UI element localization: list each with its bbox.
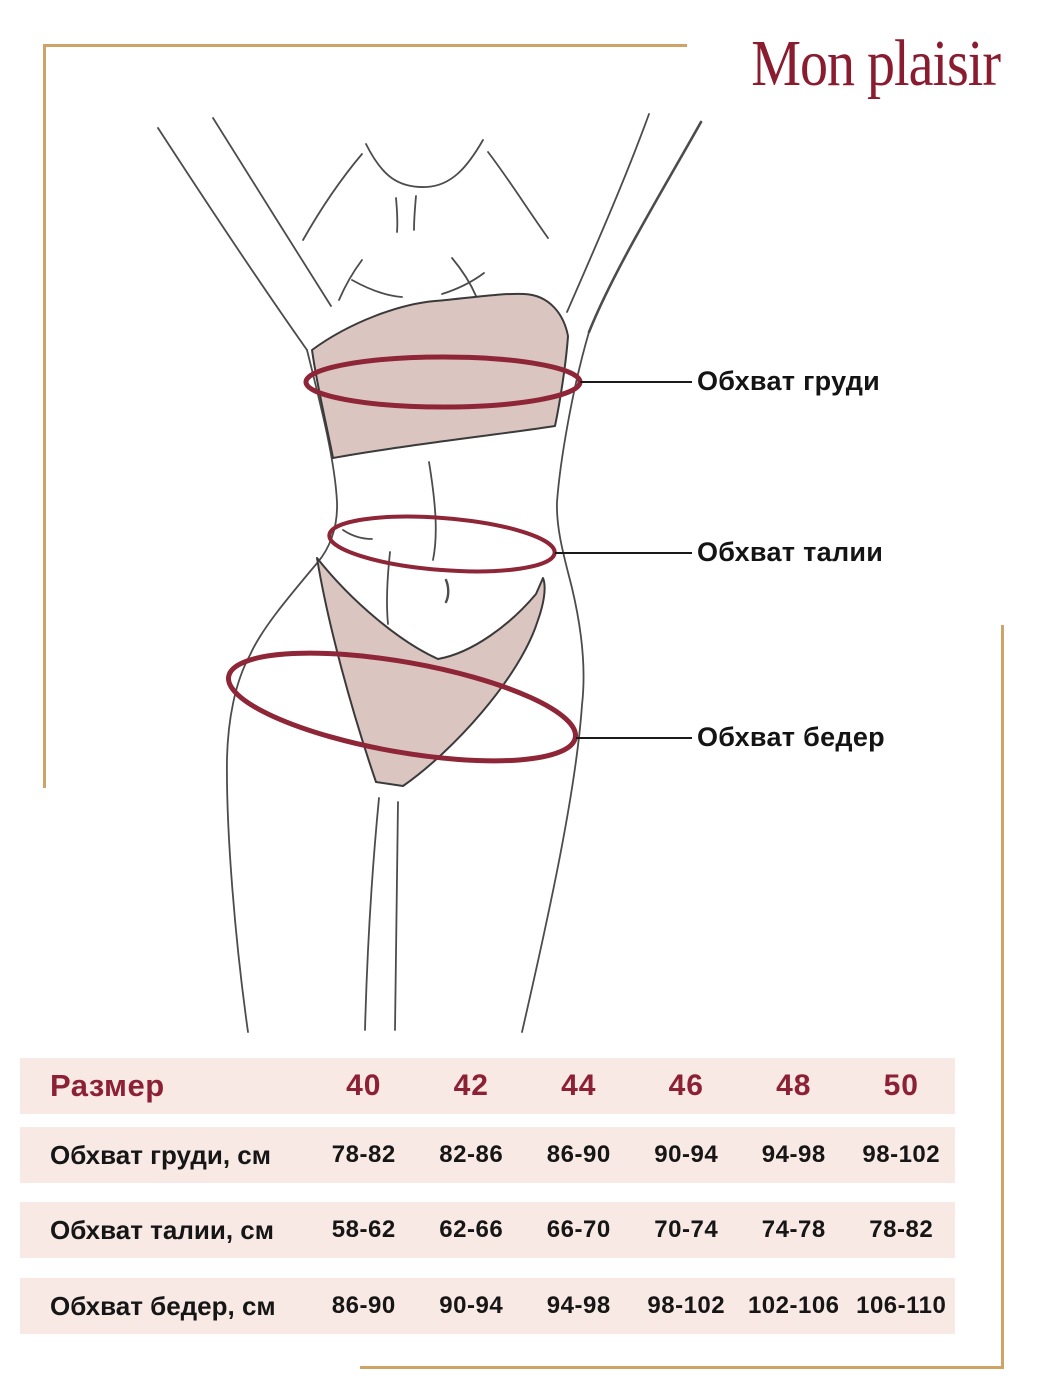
bandeau-top xyxy=(312,294,568,458)
size-table-header-row xyxy=(20,1058,955,1114)
chest-value: 78-82 xyxy=(331,1141,396,1168)
waist-value: 58-62 xyxy=(331,1216,396,1243)
waist-crease xyxy=(343,530,372,539)
neck-detail xyxy=(414,196,416,230)
bikini-bottom xyxy=(317,558,545,786)
size-column-header: 42 xyxy=(453,1069,489,1102)
chest-value: 98-102 xyxy=(862,1141,941,1168)
chest-value: 94-98 xyxy=(761,1141,826,1168)
hips-value: 106-110 xyxy=(856,1292,947,1319)
body-illustration xyxy=(100,110,710,1040)
hips-value: 90-94 xyxy=(439,1292,504,1319)
size-table xyxy=(20,1058,955,1334)
chest-measure-label: Обхват груди xyxy=(697,366,881,396)
table-row-waist xyxy=(20,1202,955,1258)
inner-thigh-line xyxy=(365,798,379,1030)
row-label: Обхват бедер, см xyxy=(50,1290,276,1321)
size-header-label: Размер xyxy=(50,1068,165,1103)
hips-value: 98-102 xyxy=(647,1292,726,1319)
navel-mark xyxy=(446,580,448,602)
hips-measure-label: Обхват бедер xyxy=(697,722,885,752)
left-arm-outline xyxy=(158,128,307,350)
chest-value: 90-94 xyxy=(654,1141,719,1168)
right-arm-outline xyxy=(567,114,649,312)
size-column-header: 44 xyxy=(561,1069,597,1102)
neck-detail xyxy=(396,198,397,232)
row-label: Обхват талии, см xyxy=(50,1214,274,1245)
hips-value: 102-106 xyxy=(747,1292,840,1319)
torso-right-outline xyxy=(522,332,589,1032)
waist-value: 66-70 xyxy=(546,1216,611,1243)
frame-left-line xyxy=(43,44,46,788)
hips-value: 86-90 xyxy=(331,1292,396,1319)
frame-bottom-line xyxy=(360,1366,1004,1369)
size-column-header: 48 xyxy=(776,1069,812,1102)
hips-value: 94-98 xyxy=(546,1292,611,1319)
shoulder-line xyxy=(488,152,548,238)
chest-detail xyxy=(339,260,362,300)
inner-thigh-line xyxy=(395,802,398,1030)
abs-line xyxy=(429,462,436,560)
table-row-chest xyxy=(20,1127,955,1183)
brand-logo: Mon plaisir xyxy=(751,27,1000,101)
waist-measure-label: Обхват талии xyxy=(697,537,884,567)
left-arm-outline xyxy=(213,118,331,306)
collarbone-line xyxy=(352,280,402,297)
frame-top-line xyxy=(43,44,687,47)
row-label: Обхват груди, см xyxy=(50,1139,271,1170)
shoulder-line xyxy=(303,154,362,240)
waist-measure-ellipse xyxy=(327,509,556,579)
waist-value: 70-74 xyxy=(654,1216,719,1243)
collarbone-line xyxy=(442,273,484,294)
size-column-header: 50 xyxy=(883,1069,919,1102)
waist-value: 62-66 xyxy=(439,1216,504,1243)
neck-outline xyxy=(366,140,483,187)
right-arm-outline xyxy=(589,122,701,332)
size-column-header: 40 xyxy=(346,1069,382,1102)
table-row-hips xyxy=(20,1278,955,1334)
waist-value: 74-78 xyxy=(761,1216,826,1243)
size-column-header: 46 xyxy=(668,1069,704,1102)
frame-right-line xyxy=(1001,625,1004,1369)
chest-value: 82-86 xyxy=(439,1141,504,1168)
waist-value: 78-82 xyxy=(869,1216,934,1243)
torso-left-outline xyxy=(227,350,337,1032)
chest-value: 86-90 xyxy=(546,1141,611,1168)
chest-detail xyxy=(452,258,476,296)
